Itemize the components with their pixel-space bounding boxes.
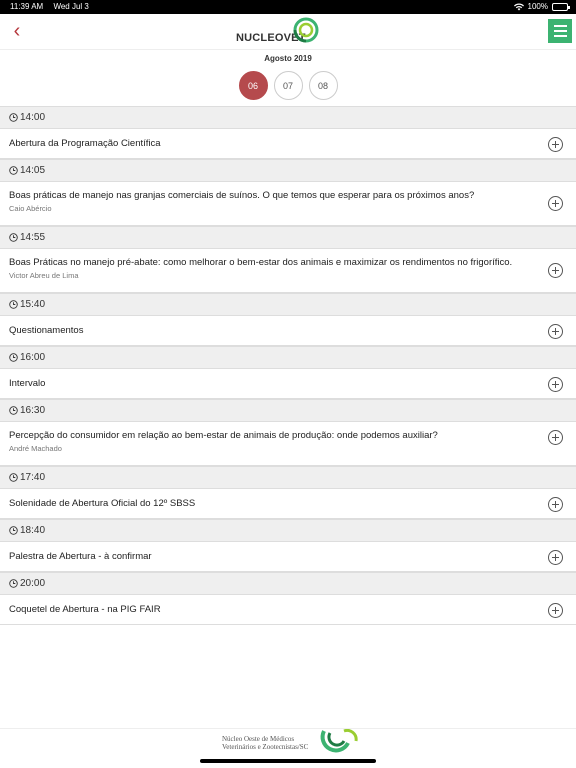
time-header [0, 572, 576, 595]
session-title: Coquetel de Abertura - na PIG FAIR [9, 604, 161, 615]
clock-icon [9, 166, 18, 175]
time-label: 16:30 [20, 405, 46, 416]
status-time: 11:39 AM [10, 2, 44, 11]
time-label: 14:55 [20, 232, 46, 243]
clock-icon [9, 579, 18, 588]
day-selector [0, 71, 576, 100]
plus-circle-icon[interactable] [548, 324, 563, 339]
time-header [0, 346, 576, 369]
plus-circle-icon[interactable] [548, 137, 563, 152]
battery-percent: 100% [527, 2, 548, 11]
session-speaker: Caio Abércio [9, 204, 52, 213]
schedule-list [0, 106, 576, 625]
session-item[interactable] [0, 489, 576, 519]
time-label: 18:40 [20, 525, 46, 536]
time-label: 14:00 [20, 112, 46, 123]
nav-bar [0, 14, 576, 50]
status-date: Wed Jul 3 [53, 2, 89, 11]
clock-icon [9, 113, 18, 122]
clock-icon [9, 473, 18, 482]
time-label: 20:00 [20, 578, 46, 589]
session-title: Boas Práticas no manejo pré-abate: como melhorar o bem-estar dos animais e maximizar os rendimentos no frigorífico. [9, 257, 513, 268]
clock-icon [9, 300, 18, 309]
clock-icon [9, 406, 18, 415]
plus-circle-icon[interactable] [548, 497, 563, 512]
clock-icon [9, 526, 18, 535]
brand-name: NUCLEOVET [236, 32, 306, 44]
session-item[interactable] [0, 316, 576, 346]
session-item[interactable] [0, 422, 576, 466]
session-speaker: Victor Abreu de Lima [9, 271, 79, 280]
plus-circle-icon[interactable] [548, 377, 563, 392]
session-item[interactable] [0, 369, 576, 399]
brand-ring-icon [292, 16, 320, 44]
time-header [0, 399, 576, 422]
plus-circle-icon[interactable] [548, 430, 563, 445]
time-label: 17:40 [20, 472, 46, 483]
footer-org-name: Núcleo Oeste de Médicos Veterinários e Zootecnistas/SC [222, 735, 309, 751]
time-label: 14:05 [20, 165, 46, 176]
plus-circle-icon[interactable] [548, 263, 563, 278]
session-item[interactable] [0, 182, 576, 226]
footer-logo-icon [318, 729, 362, 755]
plus-circle-icon[interactable] [548, 196, 563, 211]
brand-logo [236, 16, 346, 48]
session-title: Abertura da Programação Científica [9, 138, 161, 149]
battery-icon [552, 3, 568, 11]
session-title: Boas práticas de manejo nas granjas comerciais de suínos. O que temos que esperar para os próximos anos? [9, 190, 475, 201]
session-item[interactable] [0, 542, 576, 572]
session-title: Solenidade de Abertura Oficial do 12º SBSS [9, 498, 196, 509]
session-item[interactable] [0, 129, 576, 159]
hamburger-menu-icon[interactable] [548, 19, 572, 43]
session-speaker: André Machado [9, 444, 62, 453]
day-button-06[interactable]: 06 [239, 71, 268, 100]
month-label: Agosto 2019 [264, 54, 312, 63]
time-header [0, 466, 576, 489]
clock-icon [9, 233, 18, 242]
day-button-08[interactable]: 08 [309, 71, 338, 100]
time-label: 16:00 [20, 352, 46, 363]
session-title: Questionamentos [9, 325, 84, 336]
time-header [0, 293, 576, 316]
session-item[interactable] [0, 595, 576, 625]
time-header [0, 519, 576, 542]
status-bar [0, 0, 576, 14]
wifi-icon [514, 3, 524, 11]
time-header [0, 226, 576, 249]
plus-circle-icon[interactable] [548, 603, 563, 618]
clock-icon [9, 353, 18, 362]
day-button-07[interactable]: 07 [274, 71, 303, 100]
session-title: Percepção do consumidor em relação ao bem-estar de animais de produção: onde podemos auxiliar? [9, 430, 438, 441]
session-item[interactable] [0, 249, 576, 293]
plus-circle-icon[interactable] [548, 550, 563, 565]
time-label: 15:40 [20, 299, 46, 310]
chevron-left-icon[interactable]: ‹ [13, 20, 21, 42]
session-title: Intervalo [9, 378, 46, 389]
home-indicator [200, 759, 376, 763]
session-title: Palestra de Abertura - à confirmar [9, 551, 152, 562]
time-header [0, 106, 576, 129]
time-header [0, 159, 576, 182]
